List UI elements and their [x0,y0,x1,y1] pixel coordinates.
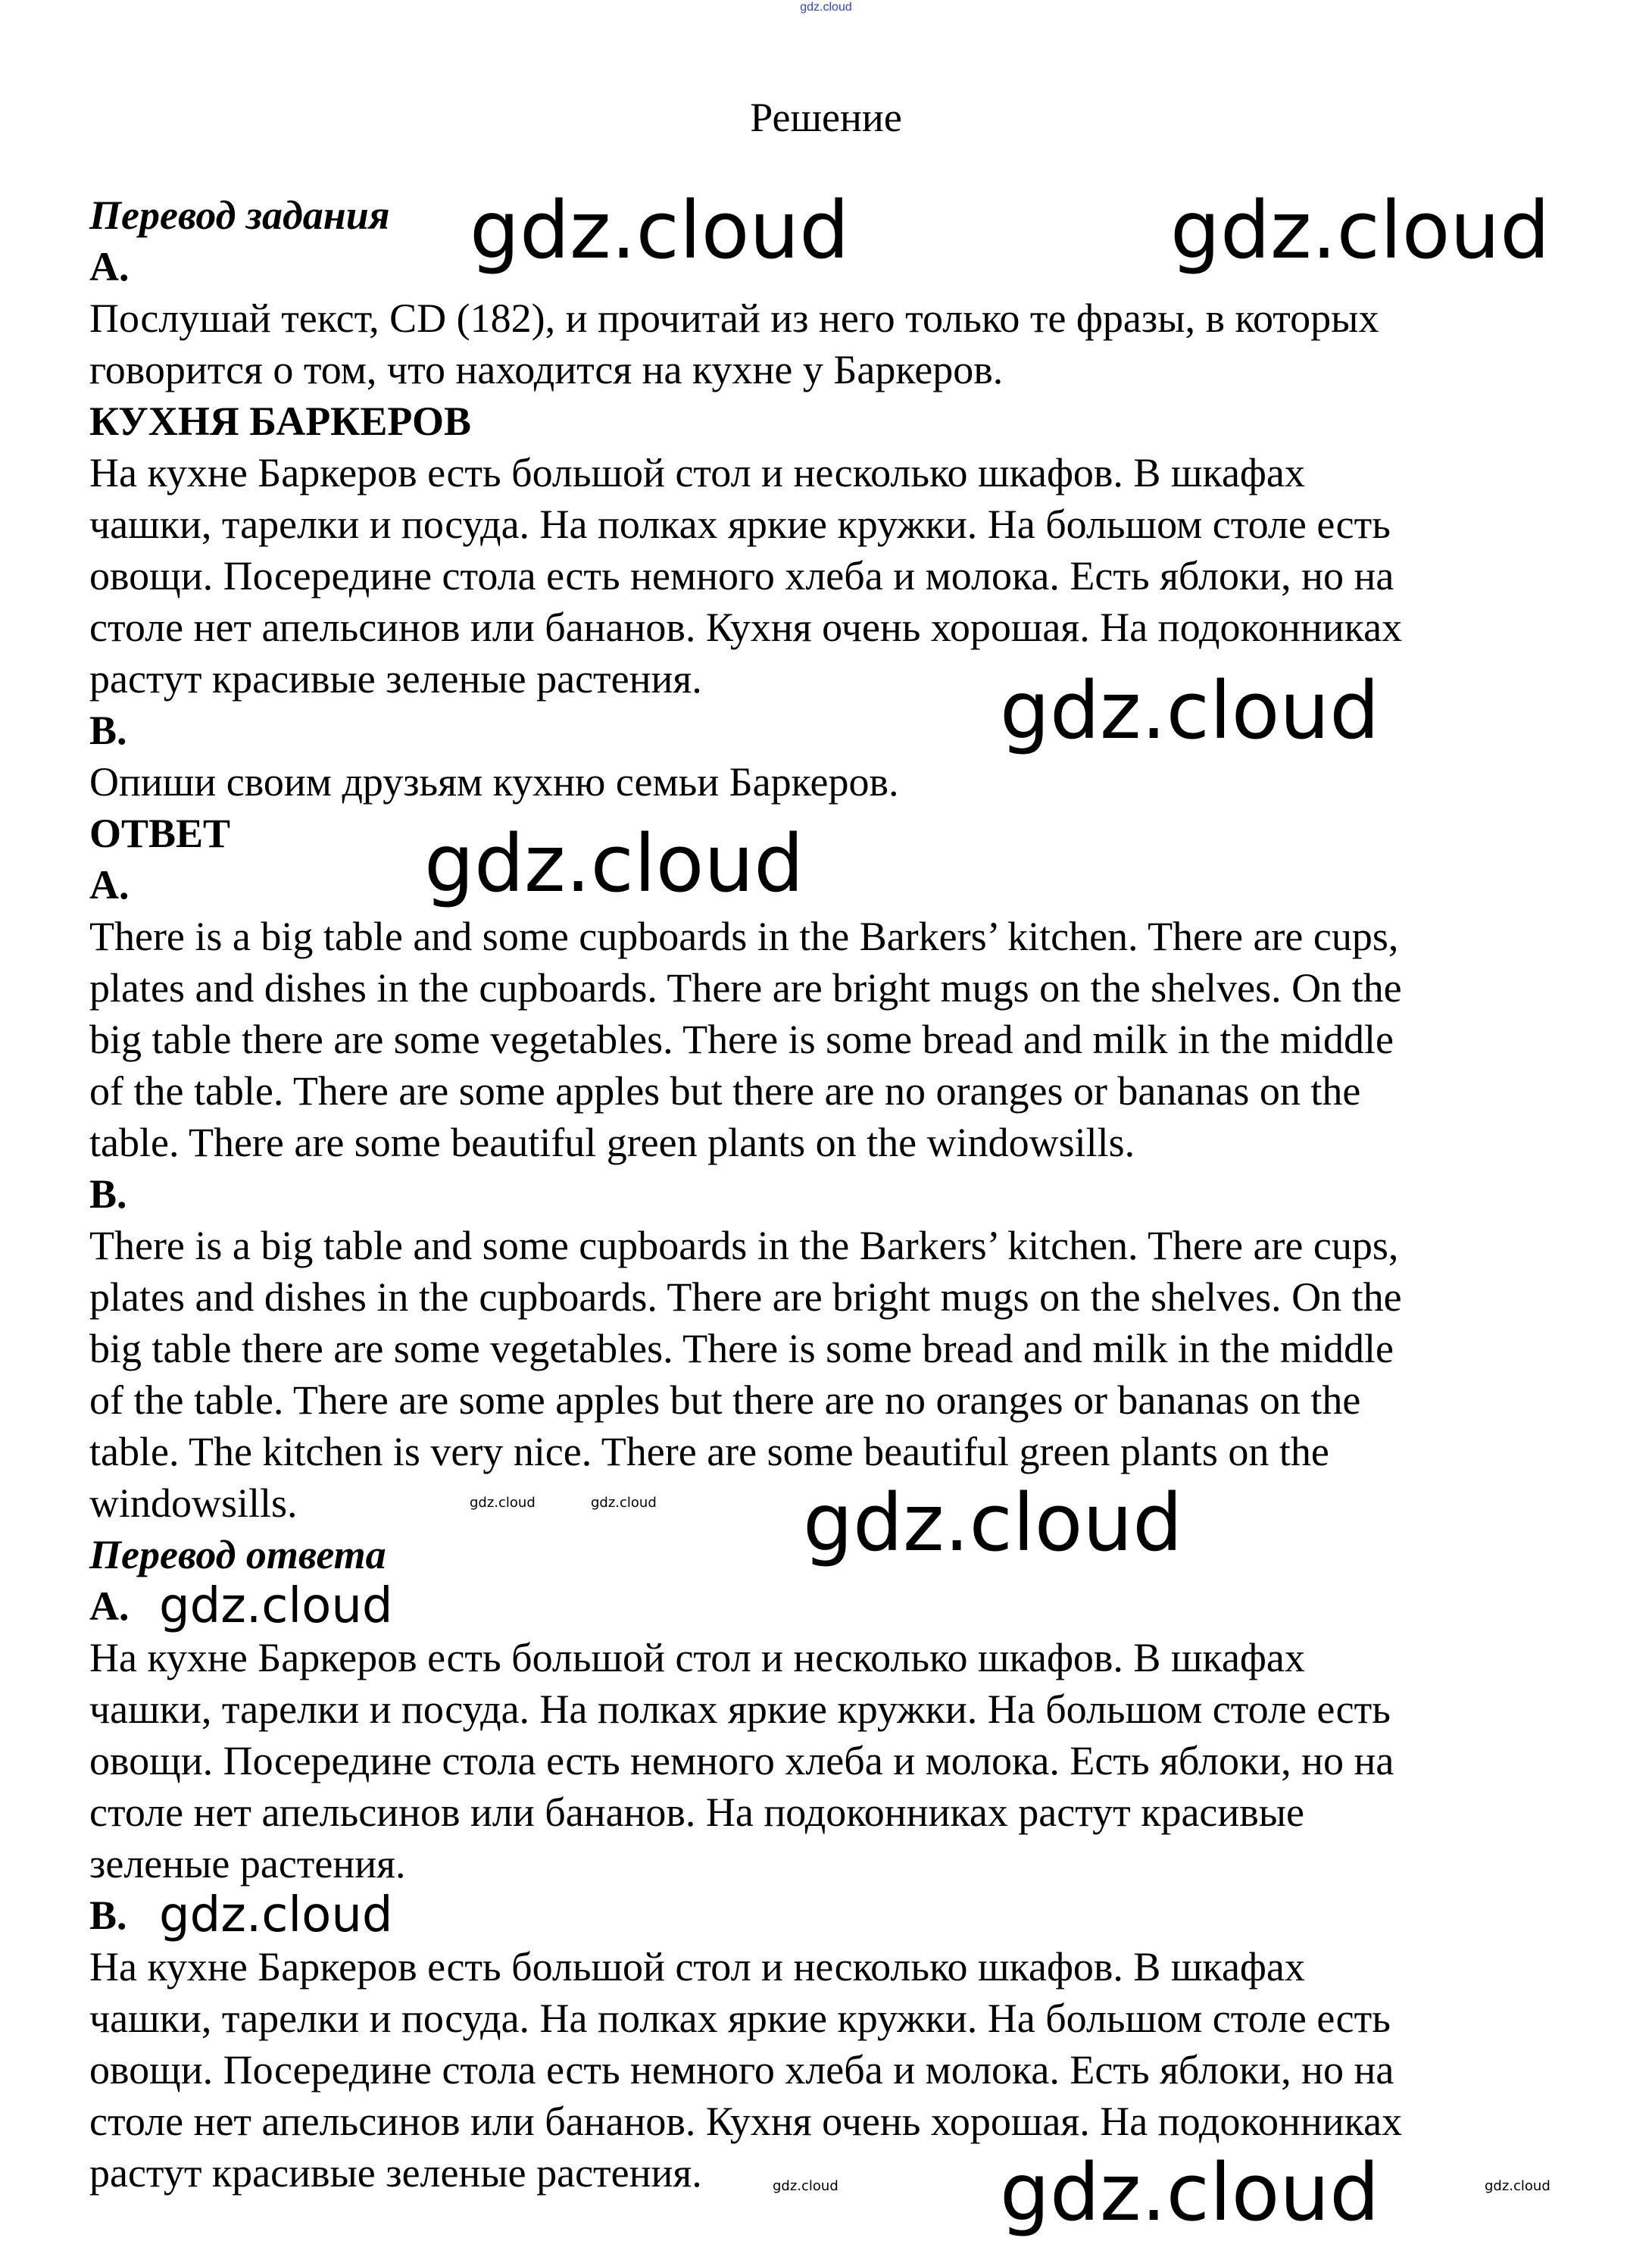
watermark: gdz.cloud [1485,2178,1551,2194]
text-line: На кухне Баркеров есть большой стол и несколько шкафов. В шкафах [89,1944,1305,1990]
text-line: овощи. Посередине стола есть немного хлеба и молока. Есть яблоки, но на [89,1738,1394,1783]
page-title: Решение [750,95,902,140]
text-line: of the table. There are some apples but there are no oranges or bananas on the [89,1377,1361,1423]
text-title: КУХНЯ БАРКЕРОВ [89,399,472,444]
watermark: gdz.cloud [800,1,852,14]
answer-a-label: A. [89,862,130,908]
text-line: big table there are some vegetables. There is some bread and milk in the middle [89,1326,1394,1371]
task-b-label: B. [89,708,127,753]
text-line: овощи. Посередине стола есть немного хлеба и молока. Есть яблоки, но на [89,553,1394,599]
text-line: big table there are some vegetables. There is some bread and milk in the middle [89,1017,1394,1062]
watermark: gdz.cloud [591,1495,657,1511]
watermark: gdz.cloud [773,2178,838,2194]
text-line: windowsills. [89,1480,298,1526]
text-line: На кухне Баркеров есть большой стол и несколько шкафов. В шкафах [89,450,1305,495]
text-line: plates and dishes in the cupboards. There are bright mugs on the shelves. On the [89,965,1402,1011]
text-line: растут красивые зеленые растения. [89,656,702,702]
text-line: овощи. Посередине стола есть немного хлеба и молока. Есть яблоки, но на [89,2047,1394,2093]
answer-heading: ОТВЕТ [89,811,231,856]
text-line: There is a big table and some cupboards in the Barkers’ kitchen. There are cups, [89,914,1399,959]
text-line: Послушай текст, CD (182), и прочитай из него только те фразы, в которых [89,295,1379,341]
text-line: зеленые растения. [89,1841,406,1886]
task-b-text [89,756,1604,808]
translation-a-label: A. [89,1583,130,1629]
watermark: gdz.cloud [1000,664,1380,757]
watermark: gdz.cloud [159,1578,393,1634]
task-a-label: A. [89,244,130,289]
text-line: столе нет апельсинов или бананов. Кухня очень хорошая. На подоконниках [89,605,1403,650]
text-line: There is a big table and some cupboards in the Barkers’ kitchen. There are cups, [89,1223,1399,1268]
watermark: gdz.cloud [1000,2146,1380,2239]
translation-b-label: B. [89,1893,127,1938]
watermark: gdz.cloud [1170,184,1551,277]
text-line: чашки, тарелки и посуда. На полках яркие кружки. На большом столе есть [89,502,1391,547]
text-line: На кухне Баркеров есть большой стол и несколько шкафов. В шкафах [89,1635,1305,1680]
watermark: gdz.cloud [159,1887,393,1943]
text-line: растут красивые зеленые растения. [89,2150,702,2196]
text-line: столе нет апельсинов или бананов. На подоконниках растут красивые [89,1789,1305,1835]
translation-a-text [89,1632,1604,1889]
answer-translation-heading: Перевод ответа [89,1532,386,1577]
task-translation-heading: Перевод задания [89,192,390,238]
answer-a-text [89,911,1604,1168]
text-line: plates and dishes in the cupboards. There are bright mugs on the shelves. On the [89,1274,1402,1320]
text-line: table. The kitchen is very nice. There are some beautiful green plants on the [89,1429,1329,1474]
task-a-text [89,292,1604,395]
text-line: чашки, тарелки и посуда. На полках яркие кружки. На большом столе есть [89,1996,1391,2041]
watermark: gdz.cloud [470,184,850,277]
watermark: gdz.cloud [424,817,804,910]
watermark: gdz.cloud [803,1477,1183,1569]
text-line: столе нет апельсинов или бананов. Кухня очень хорошая. На подоконниках [89,2099,1403,2144]
text-line: of the table. There are some apples but there are no oranges or bananas on the [89,1068,1361,1114]
answer-b-label: B. [89,1171,127,1217]
text-line: чашки, тарелки и посуда. На полках яркие кружки. На большом столе есть [89,1686,1391,1732]
watermark: gdz.cloud [470,1495,536,1511]
text-line: Опиши своим друзьям кухню семьи Баркеров. [89,759,899,805]
text-line: говорится о том, что находится на кухне у Баркеров. [89,347,1004,392]
text-line: table. There are some beautiful green plants on the windowsills. [89,1120,1135,1165]
